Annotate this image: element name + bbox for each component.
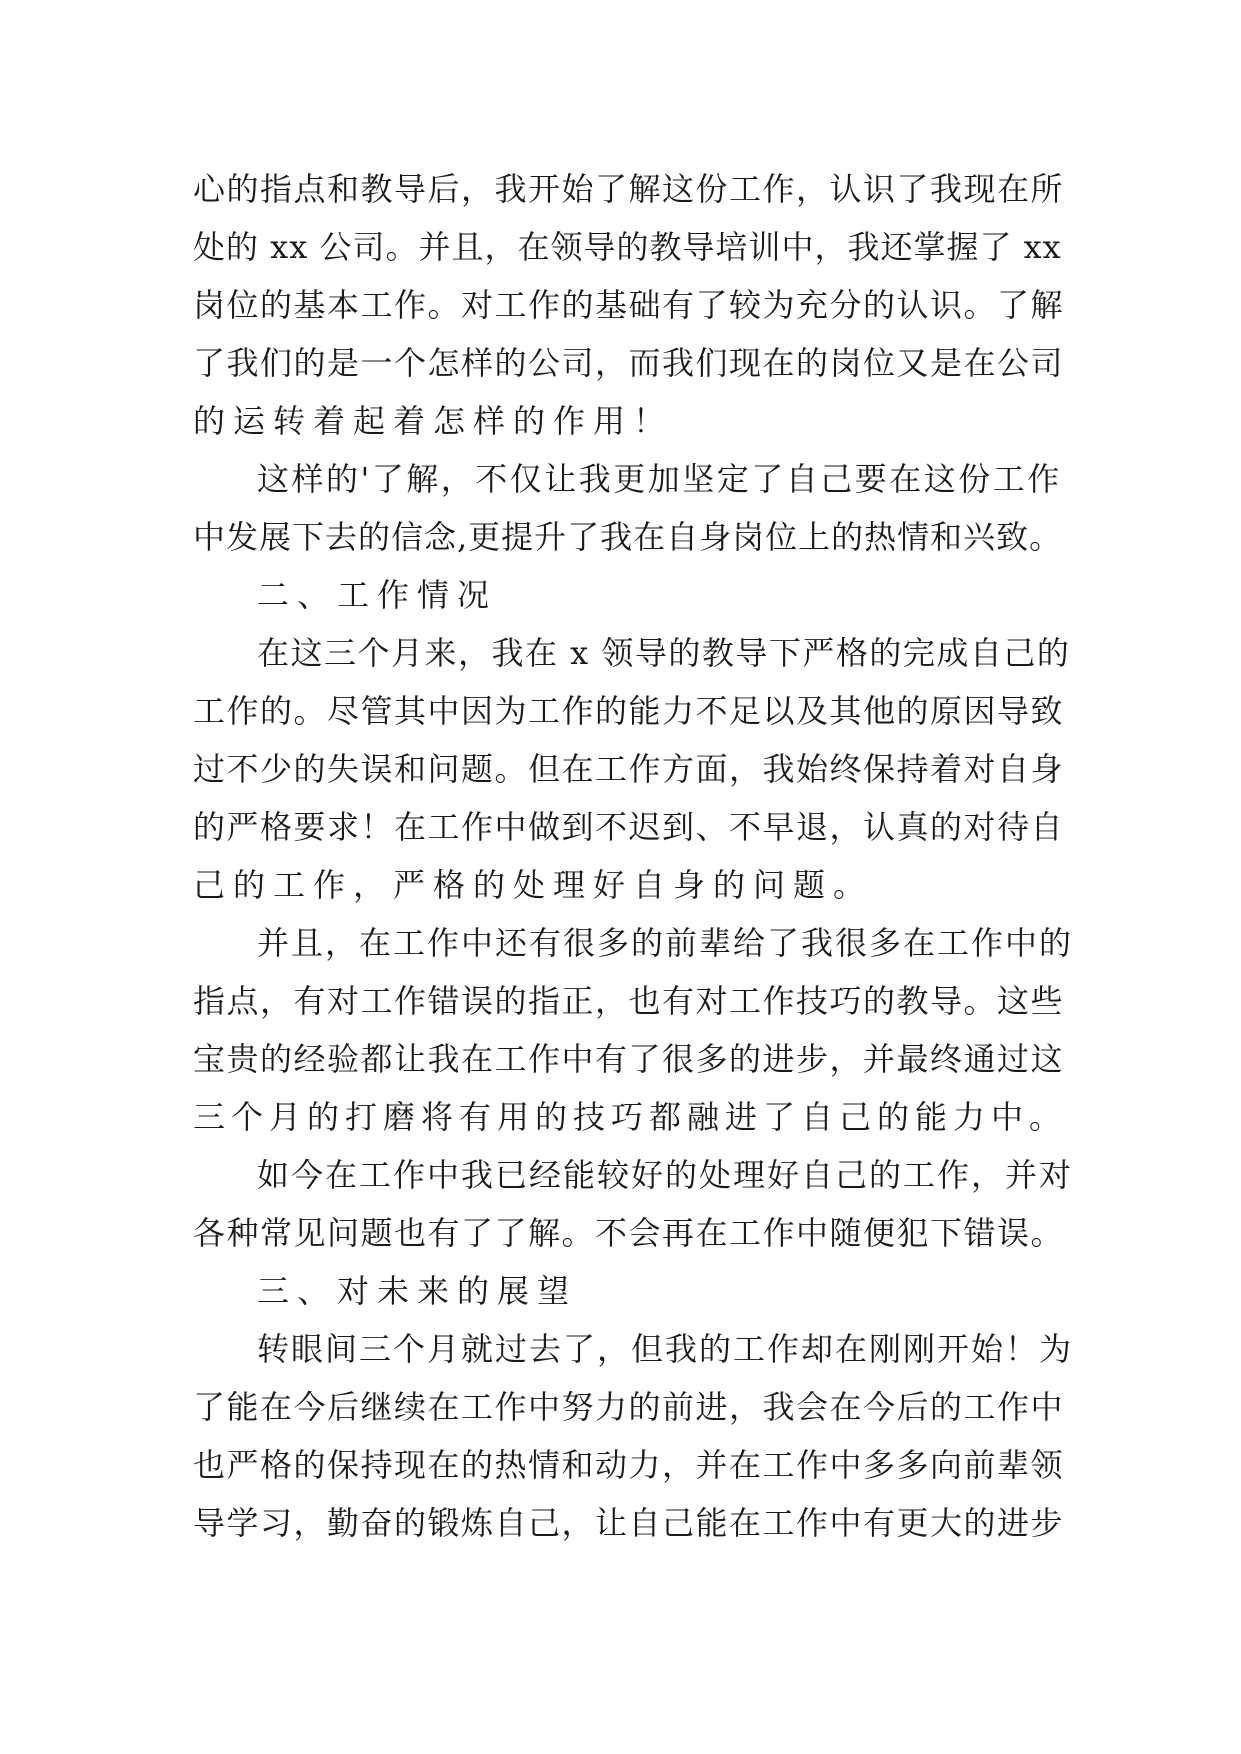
text-line: 处的 xx 公司。并且，在领导的教导培训中，我还掌握了 xx — [193, 228, 1062, 266]
text-line: 这样的'了解，不仅让我更加坚定了自己要在这份工作 — [257, 460, 1062, 498]
text-line: 宝贵的经验都让我在工作中有了很多的进步，并最终通过这 — [193, 1040, 1065, 1078]
text-line: 中发展下去的信念,更提升了我在自身岗位上的热情和兴致。 — [193, 518, 1063, 556]
text-line: 心的指点和教导后，我开始了解这份工作，认识了我现在所 — [193, 170, 1065, 208]
section-heading: 二、工作情况 — [257, 576, 498, 614]
text-line: 各种常见问题也有了了解。不会再在工作中随便犯下错误。 — [193, 1214, 1065, 1252]
text-line: 在这三个月来，我在 x 领导的教导下严格的完成自己的 — [257, 634, 1071, 672]
text-line: 导学习，勤奋的锻炼自己，让自己能在工作中有更大的进步 — [193, 1504, 1065, 1542]
section-heading: 三、对未来的展望 — [257, 1272, 578, 1310]
document-body — [193, 160, 1073, 1552]
text-line: 转眼间三个月就过去了，但我的工作却在刚刚开始！为 — [257, 1330, 1074, 1368]
text-line: 如今在工作中我已经能较好的处理好自己的工作，并对 — [257, 1156, 1074, 1194]
text-line: 了我们的是一个怎样的公司，而我们现在的岗位又是在公司 — [193, 344, 1065, 382]
text-line: 工作的。尽管其中因为工作的能力不足以及其他的原因导致 — [193, 692, 1065, 730]
text-line: 并且，在工作中还有很多的前辈给了我很多在工作中的 — [257, 924, 1074, 962]
text-line: 三个月的打磨将有用的技巧都融进了自己的能力中。 — [193, 1098, 1068, 1136]
text-line: 指点，有对工作错误的指正，也有对工作技巧的教导。这些 — [193, 982, 1065, 1020]
text-line: 了能在今后继续在工作中努力的前进，我会在今后的工作中 — [193, 1388, 1065, 1426]
text-line: 己的工作，严格的处理好自身的问题。 — [193, 866, 874, 904]
text-line: 的严格要求！在工作中做到不迟到、不早退，认真的对待自 — [193, 808, 1065, 846]
text-line: 的运转着起着怎样的作用！ — [193, 402, 674, 440]
text-line: 岗位的基本工作。对工作的基础有了较为充分的认识。了解 — [193, 286, 1065, 324]
text-line: 也严格的保持现在的热情和动力，并在工作中多多向前辈领 — [193, 1446, 1065, 1484]
text-line: 过不少的失误和问题。但在工作方面，我始终保持着对自身 — [193, 750, 1065, 788]
